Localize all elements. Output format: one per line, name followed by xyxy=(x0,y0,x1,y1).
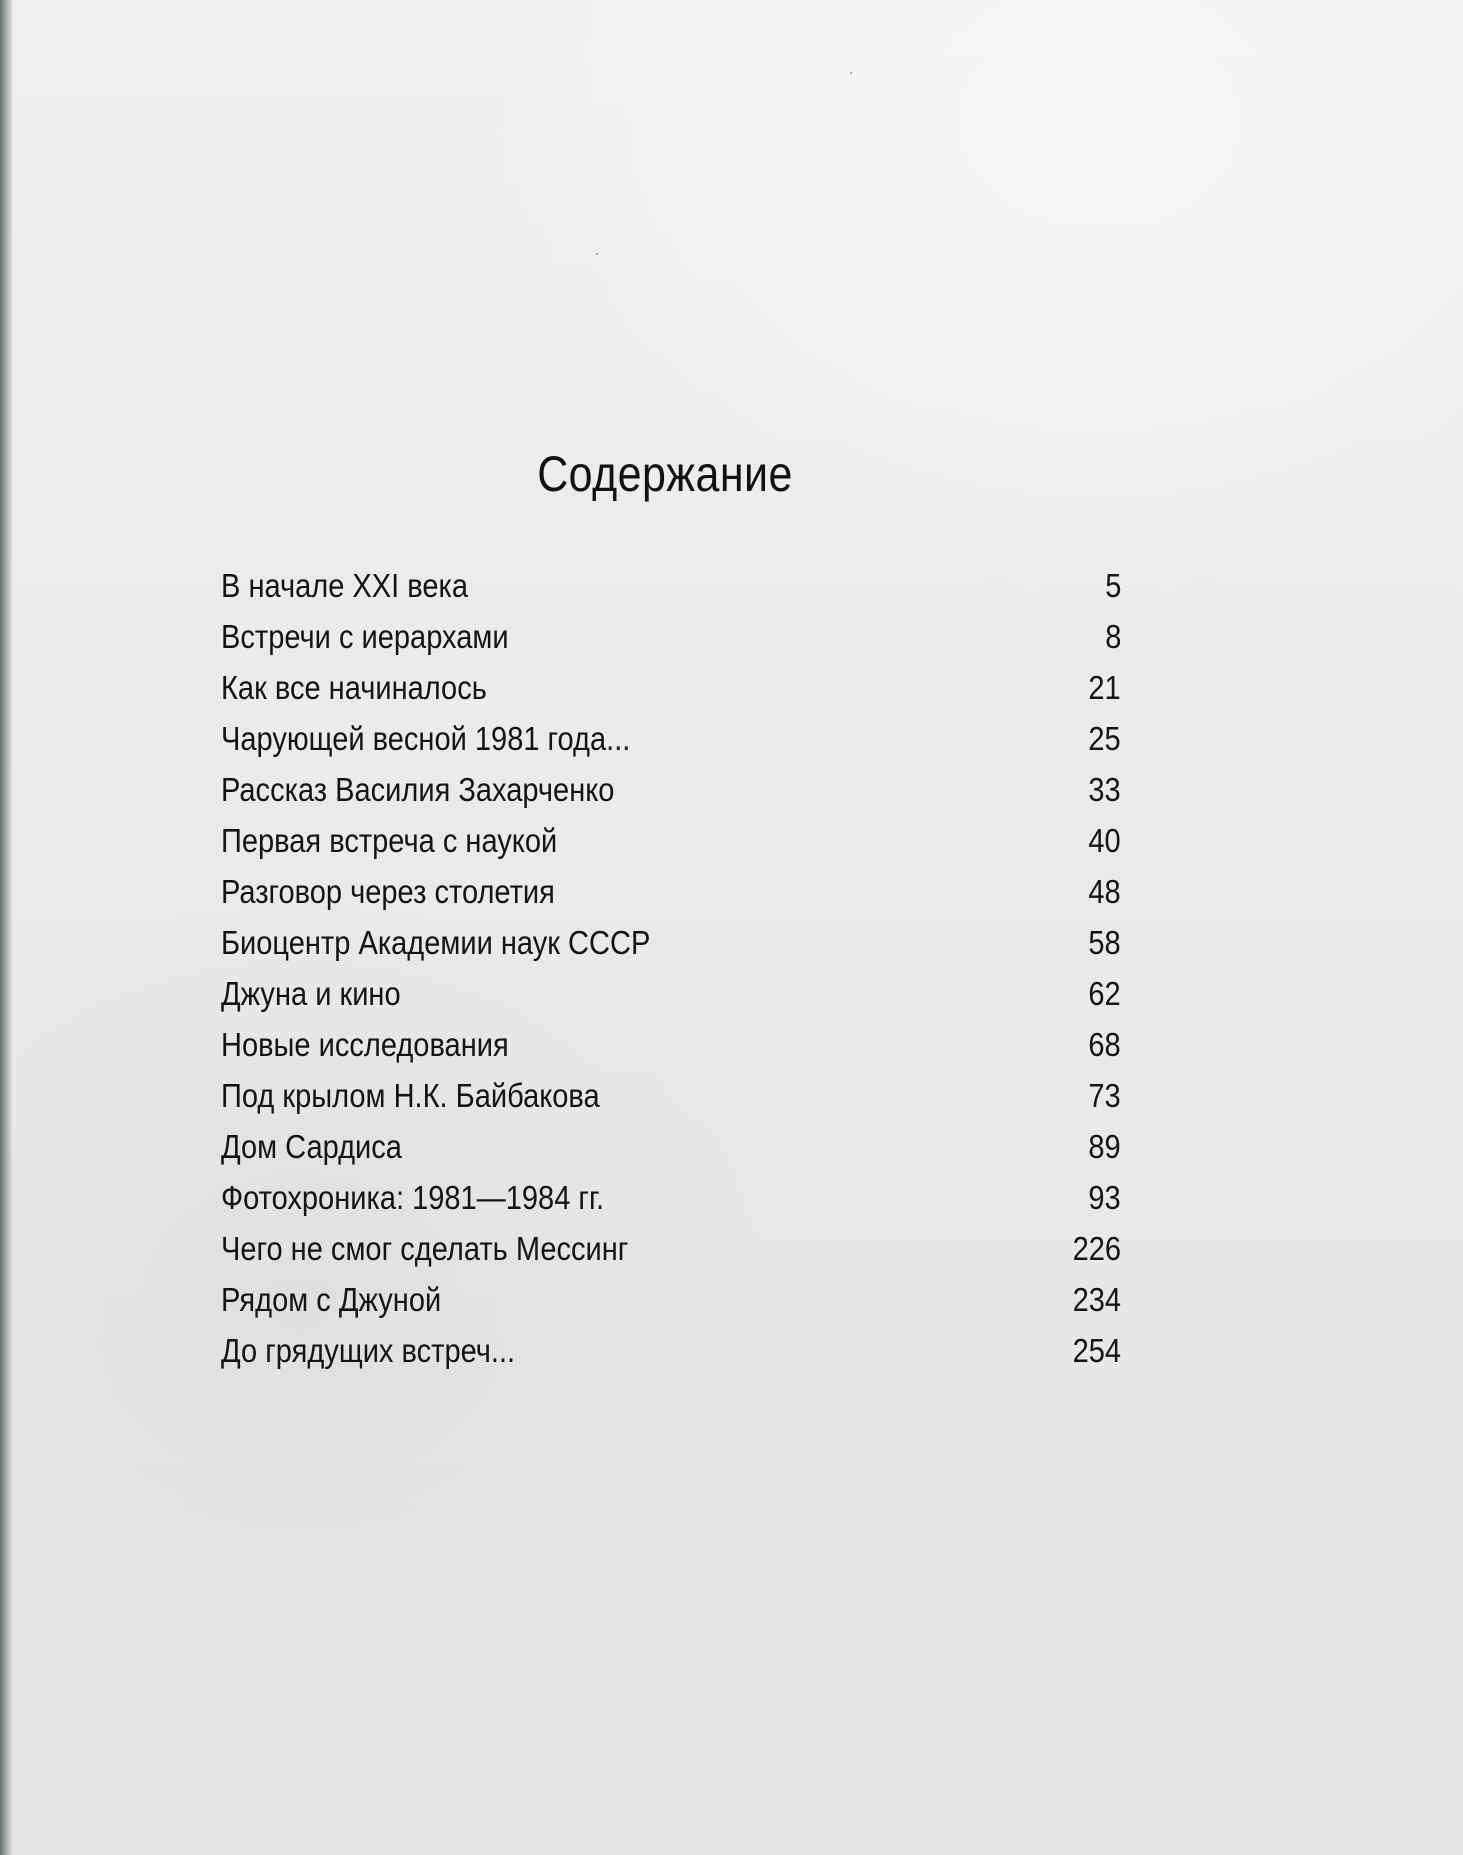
toc-entry-page: 48 xyxy=(1088,873,1121,910)
table-of-contents xyxy=(221,560,1121,1376)
toc-entry-title: Разговор через столетия xyxy=(221,873,555,910)
toc-entry-page: 5 xyxy=(1104,567,1121,604)
toc-entry-page: 93 xyxy=(1088,1179,1121,1216)
toc-entry-title: Новые исследования xyxy=(221,1026,509,1063)
toc-entry-page: 40 xyxy=(1088,822,1121,859)
paper-speck xyxy=(850,72,852,74)
toc-entry-page: 8 xyxy=(1104,618,1121,655)
toc-entry-page: 68 xyxy=(1088,1026,1121,1063)
toc-entry-title: Дом Сардиса xyxy=(221,1128,402,1165)
toc-entry-title: Встречи с иерархами xyxy=(221,618,509,655)
toc-entry-title: Под крылом Н.К. Байбакова xyxy=(221,1077,600,1114)
toc-entry-title: Джуна и кино xyxy=(221,975,401,1012)
toc-entry xyxy=(221,1223,1121,1274)
toc-entry-page: 62 xyxy=(1088,975,1121,1012)
toc-entry-page: 21 xyxy=(1088,669,1121,706)
toc-entry-title: Фотохроника: 1981—1984 гг. xyxy=(221,1179,605,1216)
toc-entry-title: До грядущих встреч... xyxy=(221,1332,516,1369)
toc-entry-page: 89 xyxy=(1088,1128,1121,1165)
toc-entry-page: 33 xyxy=(1088,771,1121,808)
toc-entry xyxy=(221,611,1121,662)
toc-entry xyxy=(221,1070,1121,1121)
toc-entry xyxy=(221,1172,1121,1223)
toc-entry xyxy=(221,1019,1121,1070)
toc-entry-page: 58 xyxy=(1088,924,1121,961)
toc-entry-title: Чарующей весной 1981 года... xyxy=(221,720,631,757)
toc-entry xyxy=(221,1274,1121,1325)
toc-entry-title: Чего не смог сделать Мессинг xyxy=(221,1230,629,1267)
toc-entry xyxy=(221,968,1121,1019)
toc-entry xyxy=(221,866,1121,917)
toc-entry-title: Биоцентр Академии наук СССР xyxy=(221,924,651,961)
toc-entry xyxy=(221,662,1121,713)
toc-entry-title: Рассказ Василия Захарченко xyxy=(221,771,615,808)
toc-entry xyxy=(221,713,1121,764)
toc-entry-title: Как все начиналось xyxy=(221,669,487,706)
page-binding-edge xyxy=(0,0,12,1855)
toc-entry-title: Рядом с Джуной xyxy=(221,1281,442,1318)
page-title: Содержание xyxy=(537,446,793,502)
toc-entry xyxy=(221,917,1121,968)
toc-entry-page: 73 xyxy=(1088,1077,1121,1114)
toc-entry-page: 25 xyxy=(1088,720,1121,757)
toc-entry-page: 234 xyxy=(1072,1281,1121,1318)
toc-entry xyxy=(221,560,1121,611)
toc-entry xyxy=(221,1121,1121,1172)
toc-entry xyxy=(221,764,1121,815)
toc-entry-title: В начале XXI века xyxy=(221,567,469,604)
paper-speck xyxy=(596,253,598,255)
toc-entry xyxy=(221,815,1121,866)
toc-entry xyxy=(221,1325,1121,1376)
toc-entry-page: 254 xyxy=(1072,1332,1121,1369)
toc-entry-title: Первая встреча с наукой xyxy=(221,822,558,859)
toc-entry-page: 226 xyxy=(1072,1230,1121,1267)
